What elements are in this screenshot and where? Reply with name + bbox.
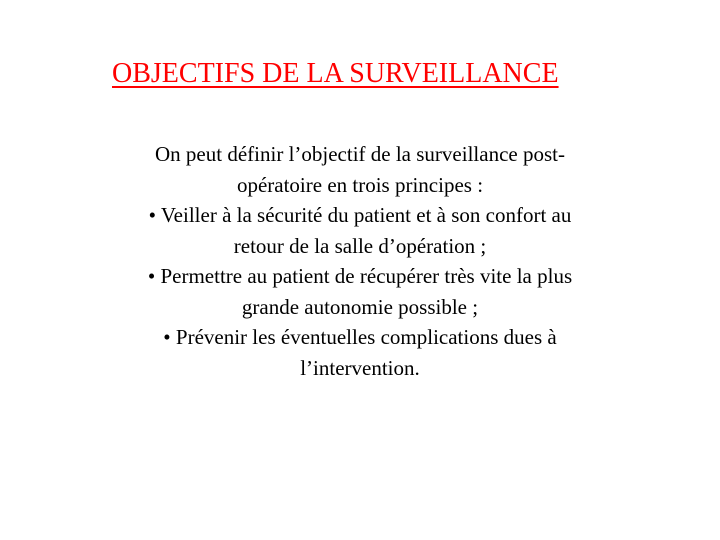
body-line-intro-2: opératoire en trois principes : (236, 172, 484, 197)
slide-body (90, 139, 630, 383)
body-line-bullet1-1: • Veiller à la sécurité du patient et à son confort au (148, 203, 572, 227)
body-line-bullet2-1: • Permettre au patient de récupérer très vite la plus (147, 264, 573, 288)
body-line-bullet2-2: grande autonomie possible ; (241, 294, 479, 319)
body-line-bullet3-1: • Prévenir les éventuelles complications dues à (163, 325, 557, 349)
body-line-bullet3-2: l’intervention. (300, 355, 420, 380)
slide-title: OBJECTIFS DE LA SURVEILLANCE (112, 58, 559, 89)
body-line-bullet1-2: retour de la salle d’opération ; (233, 233, 487, 258)
body-line-intro-1: On peut définir l’objectif de la surveillance post- (155, 142, 565, 166)
